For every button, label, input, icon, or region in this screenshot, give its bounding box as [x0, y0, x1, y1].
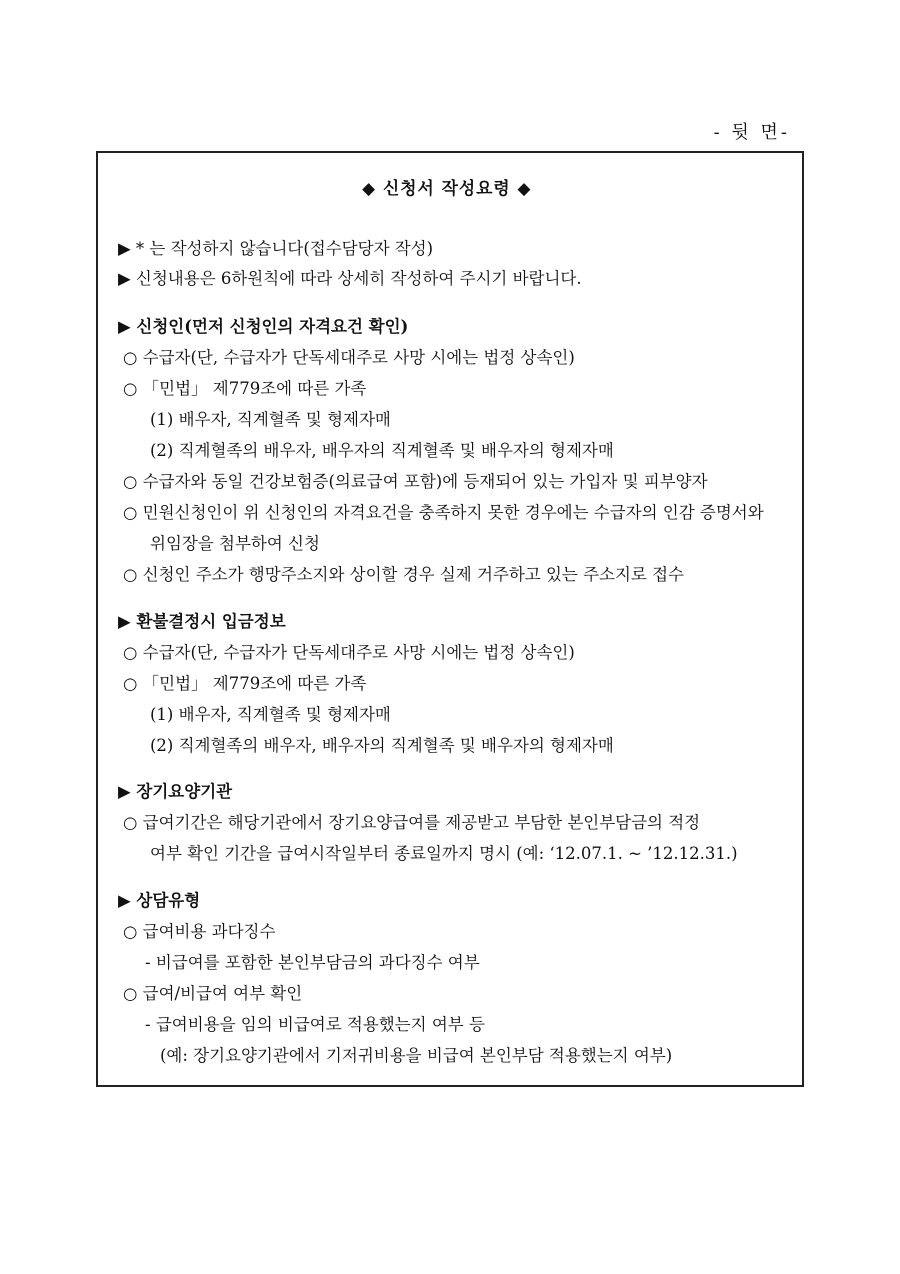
instruction-line: ▶ 신청내용은 6하원칙에 따라 상세히 작성하여 주시기 바랍니다. [118, 269, 582, 288]
sub-list-item: (1) 배우자, 직계혈족 및 형제자매 [150, 410, 391, 429]
sub-list-item: - 급여비용을 임의 비급여로 적용했는지 여부 등 [145, 1015, 485, 1034]
list-item: ○ 「민법」 제779조에 따른 가족 [123, 379, 367, 398]
list-item: ○ 급여비용 과다징수 [123, 922, 276, 941]
section-heading-refund: ▶ 환불결정시 입금정보 [118, 612, 286, 631]
list-item: ○ 수급자(단, 수급자가 단독세대주로 사망 시에는 법정 상속인) [123, 643, 575, 662]
list-item: ○ 급여/비급여 여부 확인 [123, 984, 303, 1003]
section-heading-consultation: ▶ 상담유형 [118, 891, 201, 910]
section-heading-applicant: ▶ 신청인(먼저 신청인의 자격요건 확인) [118, 317, 409, 336]
list-item: ○ 신청인 주소가 행망주소지와 상이할 경우 실제 거주하고 있는 주소지로 접수 [123, 565, 684, 584]
page-side-label: - 뒷 면- [713, 122, 790, 143]
list-item-continuation: 위임장을 첨부하여 신청 [150, 534, 320, 553]
list-item: ○ 급여기간은 해당기관에서 장기요양급여를 제공받고 부담한 본인부담금의 적정 [123, 813, 701, 832]
example-note: (예: 장기요양기관에서 기저귀비용을 비급여 본인부담 적용했는지 여부) [160, 1046, 673, 1065]
sub-list-item: (2) 직계혈족의 배우자, 배우자의 직계혈족 및 배우자의 형제자매 [150, 441, 614, 460]
instruction-line: ▶ * 는 작성하지 않습니다(접수담당자 작성) [118, 239, 434, 258]
list-item: ○ 「민법」 제779조에 따른 가족 [123, 674, 367, 693]
list-item: ○ 수급자(단, 수급자가 단독세대주로 사망 시에는 법정 상속인) [123, 348, 575, 367]
list-item-continuation: 여부 확인 기간을 급여시작일부터 종료일까지 명시 (예: ‘12.07.1. ~ ’12.12.31.) [150, 844, 738, 863]
instructions-box [96, 151, 804, 1087]
sub-list-item: (1) 배우자, 직계혈족 및 형제자매 [150, 705, 391, 724]
list-item: ○ 민원신청인이 위 신청인의 자격요건을 충족하지 못한 경우에는 수급자의 인감 증명서와 [123, 503, 764, 522]
list-item: ○ 수급자와 동일 건강보험증(의료급여 포함)에 등재되어 있는 가입자 및 피부양자 [123, 472, 708, 491]
box-title: ◆ 신청서 작성요령 ◆ [362, 179, 532, 199]
sub-list-item: - 비급여를 포함한 본인부담금의 과다징수 여부 [145, 953, 480, 972]
sub-list-item: (2) 직계혈족의 배우자, 배우자의 직계혈족 및 배우자의 형제자매 [150, 736, 614, 755]
section-heading-institution: ▶ 장기요양기관 [118, 782, 233, 801]
